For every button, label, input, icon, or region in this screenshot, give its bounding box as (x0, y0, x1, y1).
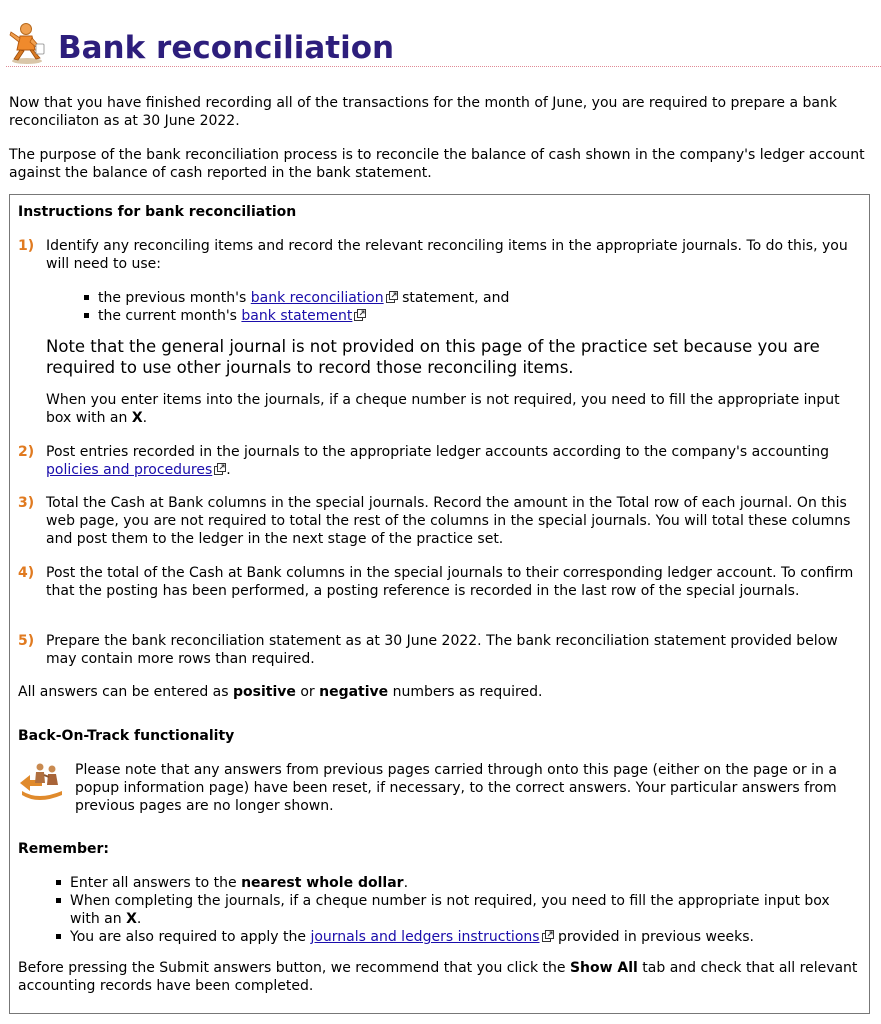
step-3-text: Total the Cash at Bank columns in the special journals. Record the amount in the Total row of each journal. On this web page, you are not required to total the rest of the columns in the special journals. You will total these columns and post them to the ledger in the next stage of the practice set. (46, 495, 851, 547)
external-link-icon (354, 309, 366, 321)
step-4-number: 4) (18, 565, 35, 581)
bank-reconciliation-link[interactable]: bank reconciliation (250, 290, 384, 306)
intro-paragraph-2: The purpose of the bank reconciliation process is to reconcile the balance of cash shown in the company's ledger account against the balance of cash reported in the bank statement. (9, 147, 865, 181)
general-journal-note: Note that the general journal is not provided on this page of the practice set because you are required to use other journals to record those reconciling items. (46, 337, 820, 377)
step-2-text: Post entries recorded in the journals to the appropriate ledger accounts according to the company's accounting policies and procedures . (46, 444, 830, 478)
list-item: You are also required to apply the journals and ledgers instructions provided in previous weeks. (54, 928, 854, 946)
title-divider (6, 66, 881, 67)
instructions-panel (9, 194, 870, 1014)
list-item: the current month's bank statement (82, 307, 852, 325)
step-3-number: 3) (18, 495, 35, 511)
answers-sign-note: All answers can be entered as positive or negative numbers as required. (18, 684, 543, 700)
page-title: Bank reconciliation (58, 30, 395, 66)
external-link-icon (214, 463, 226, 475)
instructions-heading: Instructions for bank reconciliation (18, 204, 297, 220)
step-1-number: 1) (18, 238, 35, 254)
step-1-text: Identify any reconciling items and record the relevant reconciling items in the appropriate journals. To do this, you will need to use: (46, 238, 848, 272)
policies-and-procedures-link[interactable]: policies and procedures (46, 462, 213, 478)
remember-list (54, 874, 854, 946)
external-link-icon (542, 930, 554, 942)
step-5-number: 5) (18, 633, 35, 649)
back-on-track-heading: Back-On-Track functionality (18, 728, 235, 744)
accountant-figure-icon (6, 22, 48, 64)
back-on-track-text: Please note that any answers from previous pages carried through onto this page (either on the page or in a popup information page) have been reset, if necessary, to the correct answers. Your particular answers from previous pages are no longer shown. (75, 762, 837, 814)
intro-paragraph-1: Now that you have finished recording all of the transactions for the month of June, you are required to prepare a bank reconciliaton as at 30 June 2022. (9, 95, 837, 129)
list-item: the previous month's bank reconciliation statement, and (82, 289, 852, 307)
bank-statement-link[interactable]: bank statement (241, 308, 353, 324)
page-header (6, 18, 881, 68)
remember-heading: Remember: (18, 841, 109, 857)
cheque-note: When you enter items into the journals, if a cheque number is not required, you need to fill the appropriate input box with an X. (46, 392, 840, 426)
step-4-text: Post the total of the Cash at Bank columns in the special journals to their corresponding ledger account. To confirm that the posting has been performed, a posting reference is recorded in the last row of the special journals. (46, 565, 854, 599)
step-1-bullets (82, 289, 852, 325)
list-item: Enter all answers to the nearest whole dollar. (54, 874, 854, 892)
step-2-number: 2) (18, 444, 35, 460)
journals-and-ledgers-instructions-link[interactable]: journals and ledgers instructions (310, 929, 540, 945)
back-on-track-icon (18, 761, 66, 801)
final-instruction: Before pressing the Submit answers button, we recommend that you click the Show All tab and check that all relevant accounting records have been completed. (18, 960, 858, 994)
step-5-text: Prepare the bank reconciliation statement as at 30 June 2022. The bank reconciliation statement provided below may contain more rows than required. (46, 633, 838, 667)
external-link-icon (386, 291, 398, 303)
list-item: When completing the journals, if a cheque number is not required, you need to fill the appropriate input box with an X. (54, 892, 854, 928)
